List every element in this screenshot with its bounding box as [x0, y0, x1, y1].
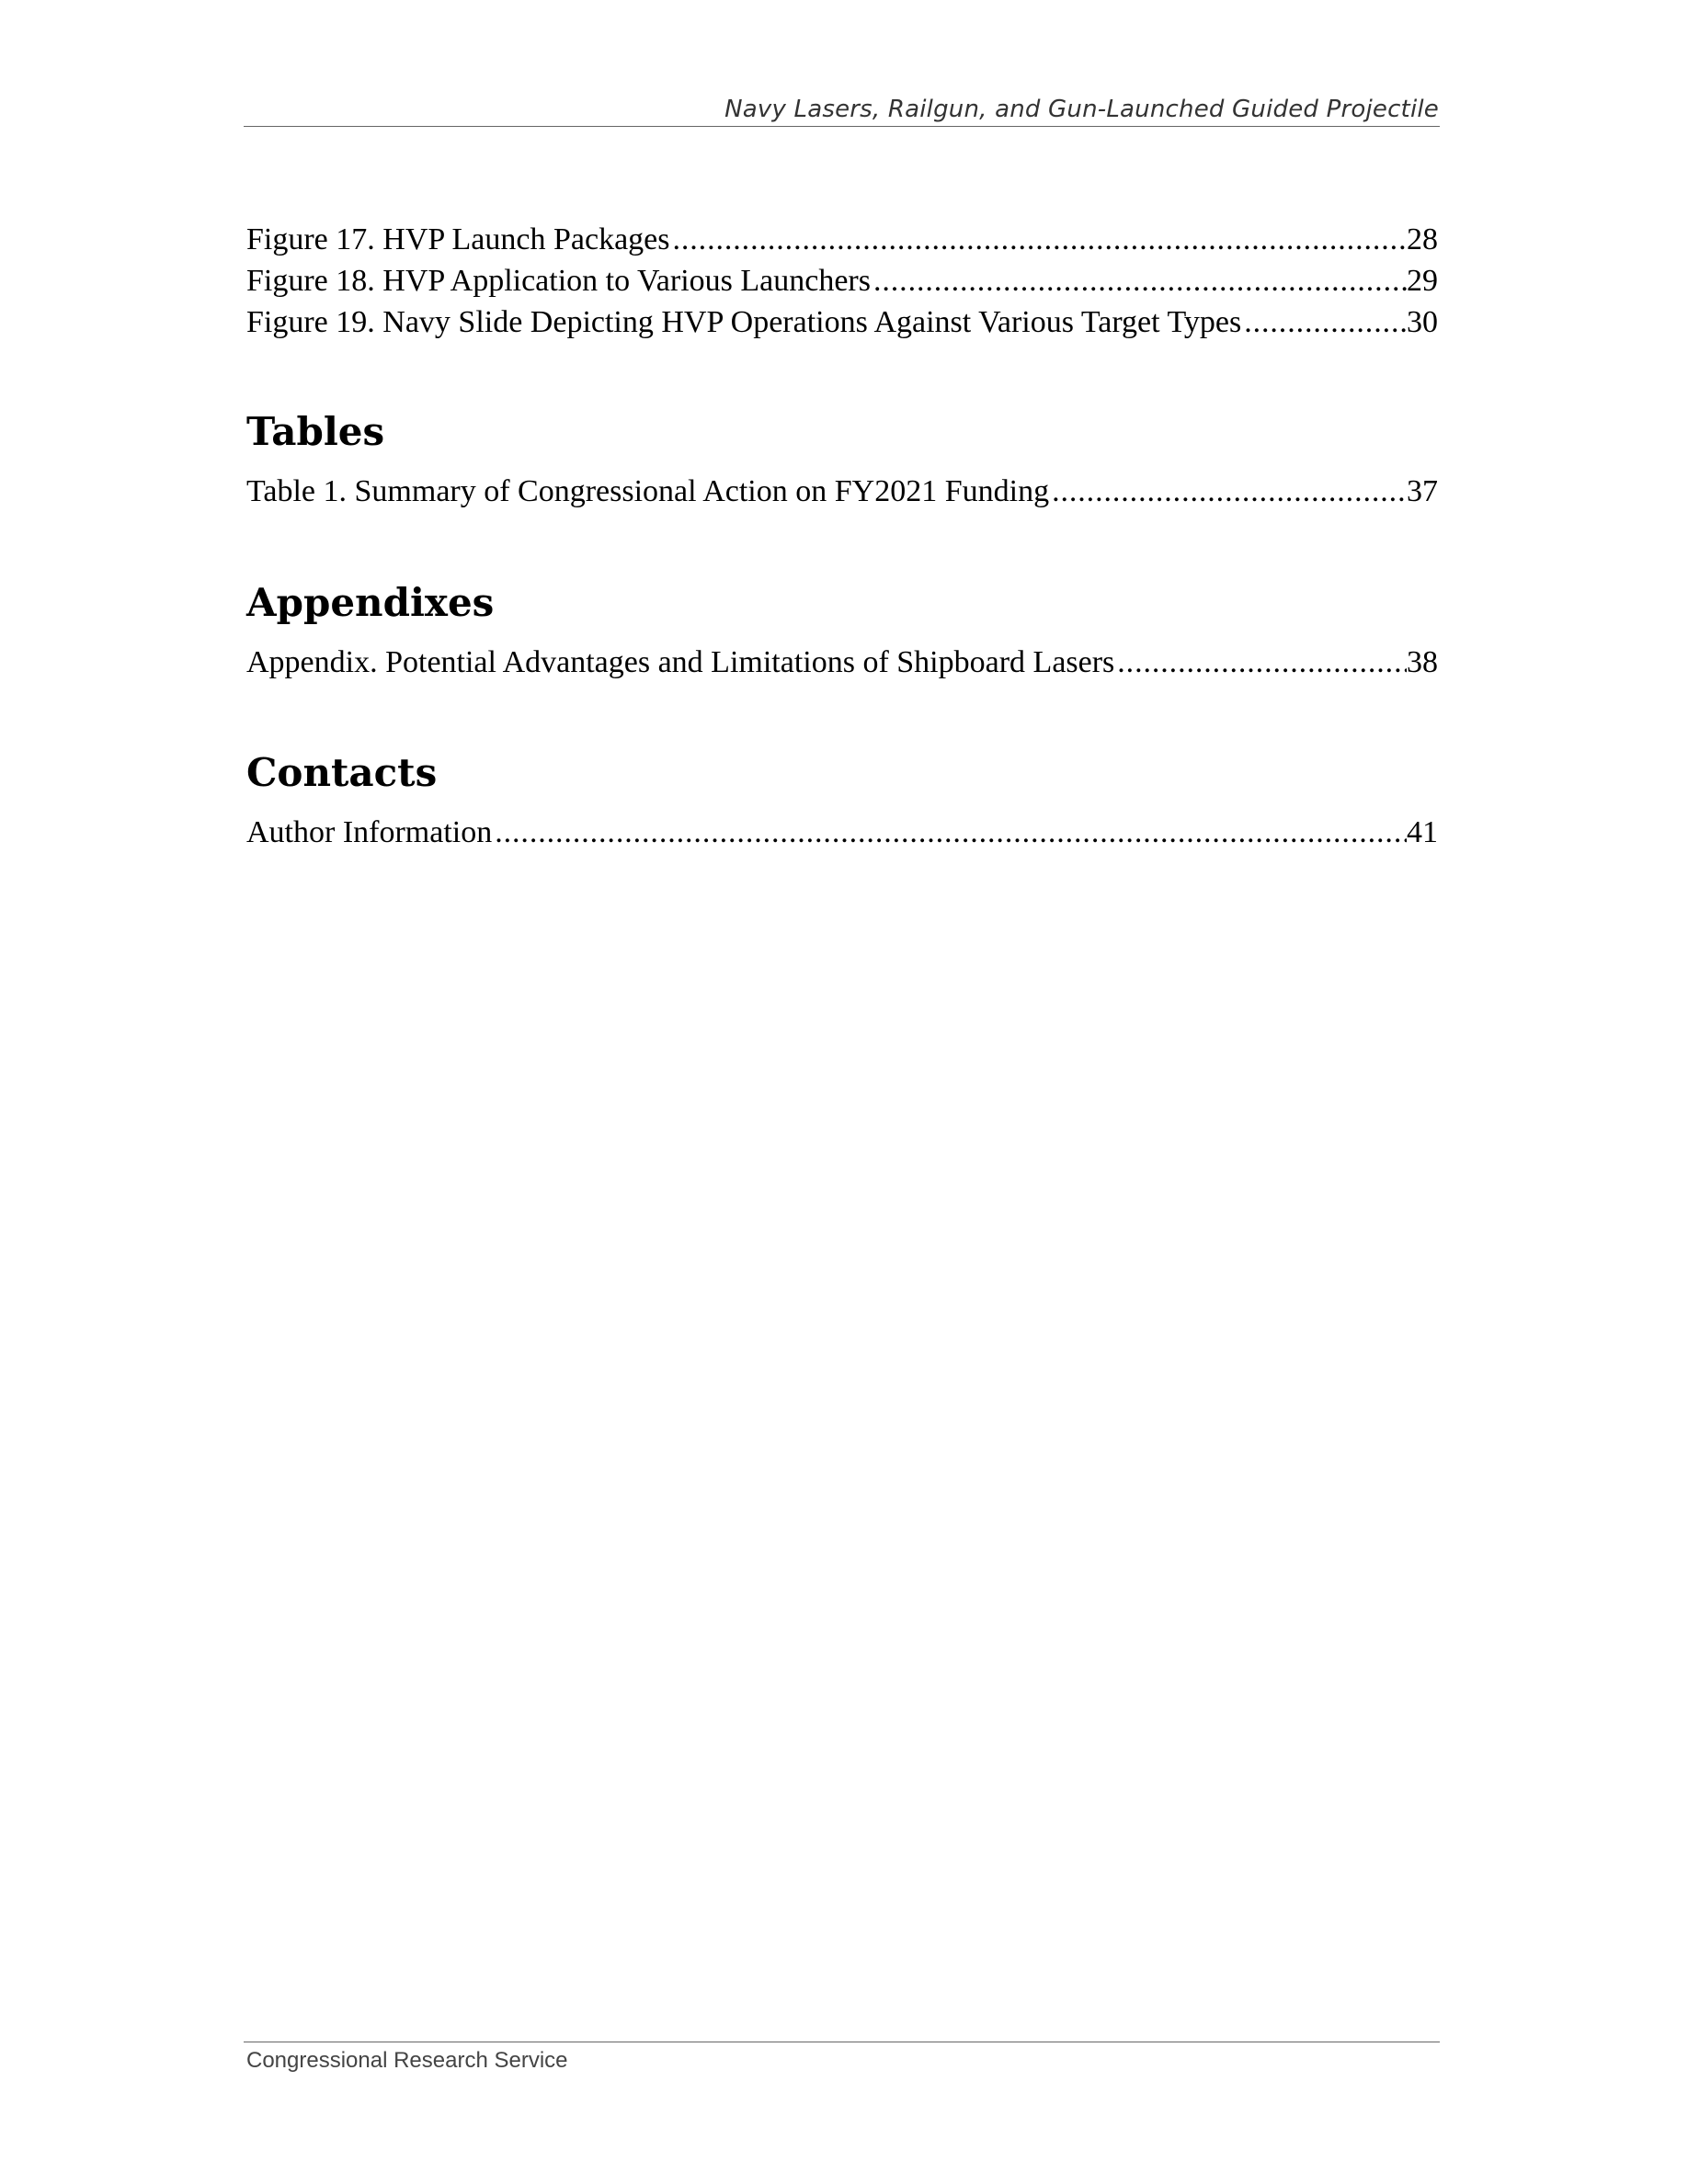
toc-entry-title: Author Information [246, 815, 493, 849]
toc-leader-dots [669, 224, 1407, 256]
toc-entry-title: Figure 19. Navy Slide Depicting HVP Operations Against Various Target Types [246, 305, 1242, 339]
toc-leader-dots [871, 266, 1407, 297]
toc-entry-page: 30 [1407, 305, 1438, 339]
toc-leader-dots [492, 817, 1407, 848]
toc-entry-page: 28 [1407, 222, 1438, 256]
toc-entry-page: 38 [1407, 645, 1438, 679]
running-header: Navy Lasers, Railgun, and Gun-Launched Guided Projectile [724, 96, 1439, 123]
footer-organization: Congressional Research Service [246, 2048, 568, 2073]
toc-entry-title: Appendix. Potential Advantages and Limitations of Shipboard Lasers [246, 645, 1115, 679]
toc-entry-figure-19[interactable] [246, 307, 1438, 338]
toc-leader-dots [1241, 307, 1407, 338]
toc-entry-page: 29 [1407, 264, 1438, 298]
toc-entry-table-1[interactable] [246, 476, 1438, 507]
toc-entry-page: 37 [1407, 474, 1438, 508]
toc-leader-dots [1049, 476, 1407, 507]
toc-entry-page: 41 [1407, 815, 1438, 849]
toc-entry-figure-17[interactable] [246, 224, 1438, 256]
toc-entry-title: Figure 17. HVP Launch Packages [246, 222, 670, 256]
toc-leader-dots [1114, 647, 1407, 678]
toc-entry-appendix[interactable] [246, 647, 1438, 678]
toc-entry-title: Table 1. Summary of Congressional Action on FY2021 Funding [246, 474, 1050, 508]
contacts-heading: Contacts [246, 750, 438, 795]
toc-entry-author-information[interactable] [246, 817, 1438, 848]
header-rule [244, 126, 1440, 127]
toc-entry-figure-18[interactable] [246, 266, 1438, 297]
appendixes-heading: Appendixes [246, 580, 495, 625]
tables-heading: Tables [246, 409, 385, 454]
toc-entry-title: Figure 18. HVP Application to Various Launchers [246, 264, 871, 298]
